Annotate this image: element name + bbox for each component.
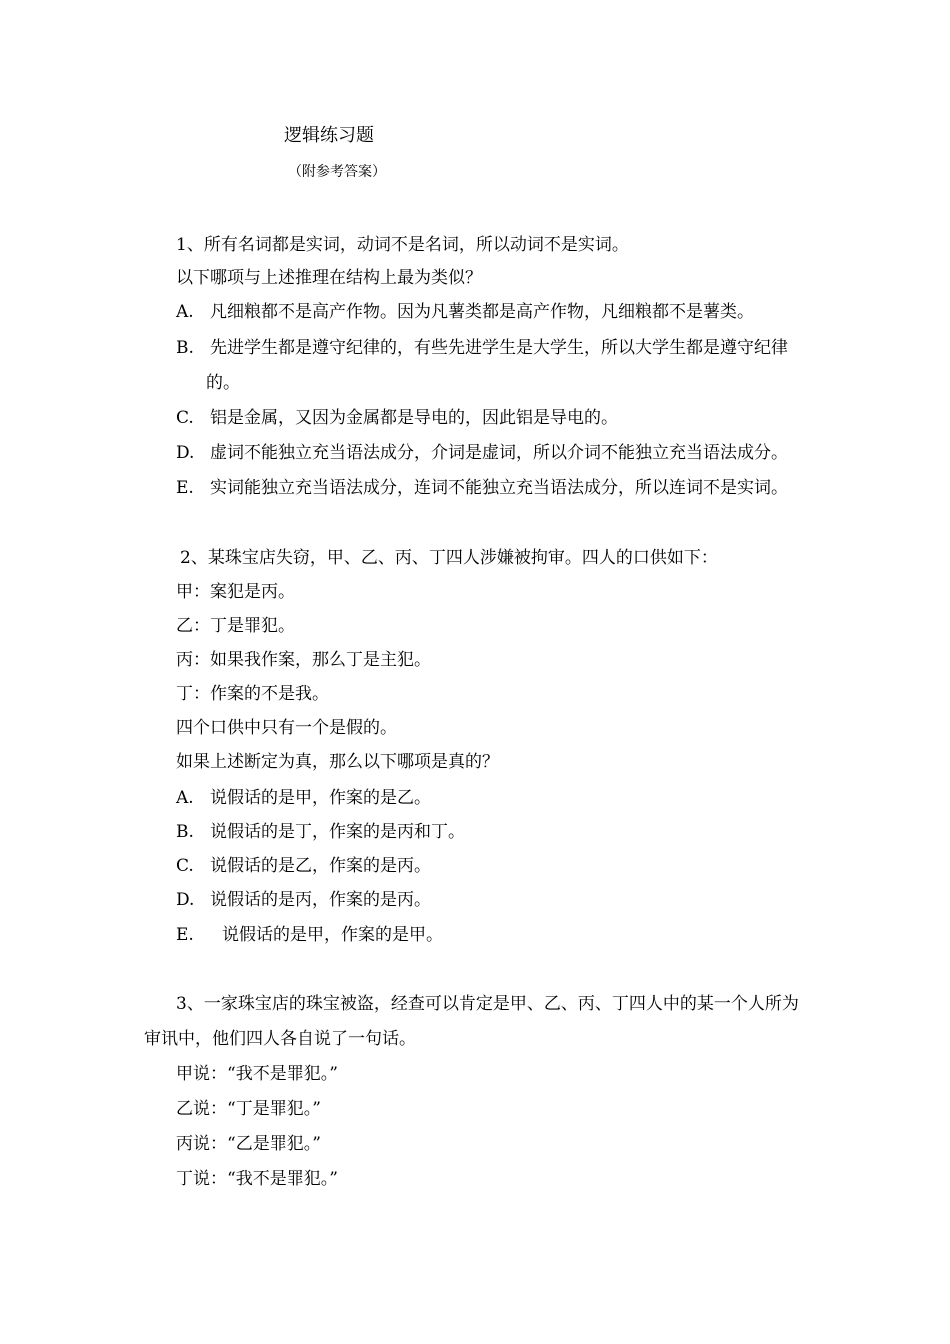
q2-condition: 四个口供中只有一个是假的。	[176, 718, 397, 738]
option-letter: A.	[176, 788, 194, 808]
q2-statement: 丙：如果我作案，那么丁是主犯。	[176, 650, 431, 670]
option-letter: E.	[176, 925, 194, 945]
document-subtitle: （附参考答案）	[288, 164, 386, 180]
option-text: 说假话的是丁，作案的是丙和丁。	[210, 822, 465, 842]
q3-statement: 丙说：“乙是罪犯。”	[176, 1134, 321, 1154]
option-letter: D.	[176, 443, 195, 463]
q3-stem-line2: 审讯中，他们四人各自说了一句话。	[144, 1029, 416, 1049]
q2-statement: 甲：案犯是丙。	[176, 582, 295, 602]
option-text: 先进学生都是遵守纪律的，有些先进学生是大学生，所以大学生都是遵守纪律	[210, 338, 788, 358]
q1-stem: 1、所有名词都是实词，动词不是名词，所以动词不是实词。	[176, 235, 629, 255]
q2-option-d	[176, 890, 431, 910]
q1-option-b	[176, 338, 788, 358]
q3-statement: 甲说：“我不是罪犯。”	[176, 1064, 338, 1084]
q2-prompt: 如果上述断定为真，那么以下哪项是真的？	[176, 752, 499, 772]
option-letter: B.	[176, 822, 194, 842]
q1-prompt: 以下哪项与上述推理在结构上最为类似？	[176, 268, 482, 288]
option-letter: C.	[176, 856, 194, 876]
option-letter: B.	[176, 338, 194, 358]
option-letter: D.	[176, 890, 195, 910]
q3-statement: 乙说：“丁是罪犯。”	[176, 1099, 321, 1119]
option-text: 凡细粮都不是高产作物。因为凡薯类都是高产作物，凡细粮都不是薯类。	[210, 302, 754, 322]
option-text: 实词能独立充当语法成分，连词不能独立充当语法成分，所以连词不是实词。	[210, 478, 788, 498]
option-text: 说假话的是乙，作案的是丙。	[210, 856, 431, 876]
q2-option-c	[176, 856, 431, 876]
q1-option-e	[176, 478, 788, 498]
option-text: 说假话的是丙，作案的是丙。	[210, 890, 431, 910]
q2-option-a	[176, 788, 431, 808]
q1-option-d	[176, 443, 788, 463]
q1-option-c	[176, 408, 618, 428]
q2-option-e	[176, 925, 443, 945]
q2-statement: 丁：作案的不是我。	[176, 684, 329, 704]
q2-stem: 2、某珠宝店失窃，甲、乙、丙、丁四人涉嫌被拘审。四人的口供如下：	[180, 548, 718, 568]
q3-statement: 丁说：“我不是罪犯。”	[176, 1169, 338, 1189]
option-letter: C.	[176, 408, 194, 428]
document-title: 逻辑练习题	[284, 125, 374, 146]
option-letter: E.	[176, 478, 194, 498]
option-letter: A.	[176, 302, 194, 322]
q1-option-b-continuation: 的。	[206, 373, 240, 393]
q2-option-b	[176, 822, 465, 842]
option-text: 说假话的是甲，作案的是甲。	[222, 925, 443, 945]
q2-statement: 乙：丁是罪犯。	[176, 616, 295, 636]
option-text: 说假话的是甲，作案的是乙。	[210, 788, 431, 808]
option-text: 铝是金属，又因为金属都是导电的，因此铝是导电的。	[210, 408, 618, 428]
q1-option-a	[176, 302, 754, 322]
q3-stem-line1: 3、一家珠宝店的珠宝被盗，经查可以肯定是甲、乙、丙、丁四人中的某一个人所为	[176, 994, 799, 1014]
option-text: 虚词不能独立充当语法成分，介词是虚词，所以介词不能独立充当语法成分。	[210, 443, 788, 463]
